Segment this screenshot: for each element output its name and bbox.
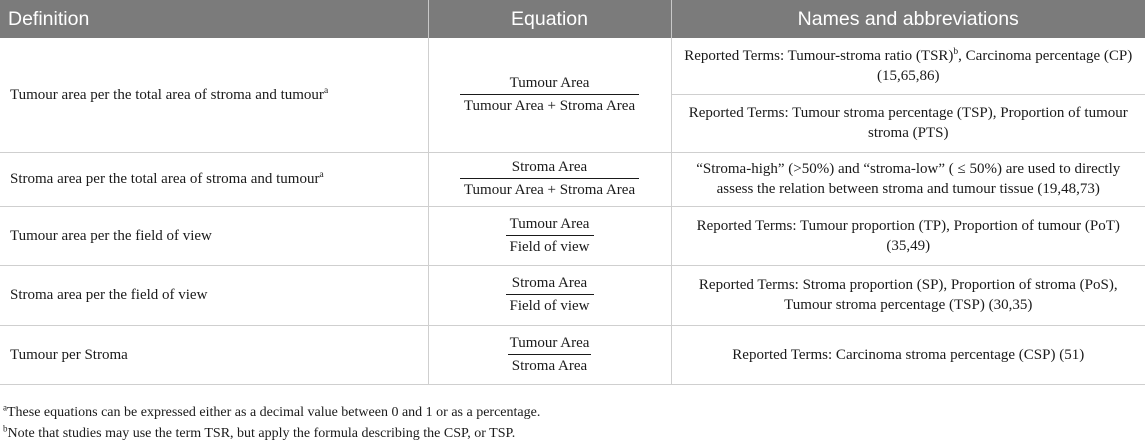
footnote-a-text: These equations can be expressed either as a decimal value between 0 and 1 or as a percentage. — [7, 405, 541, 420]
names-cell — [671, 265, 1145, 325]
names-cell — [671, 94, 1145, 152]
table-row — [0, 38, 1145, 94]
definition-text: Stroma area per the field of view — [10, 287, 208, 303]
equation-denominator: Field of view — [506, 235, 594, 257]
definition-cell — [0, 206, 428, 265]
equation-cell — [428, 152, 671, 206]
equation-denominator: Tumour Area + Stroma Area — [460, 94, 639, 116]
table-footnotes — [0, 402, 1145, 444]
equation-denominator: Stroma Area — [508, 354, 591, 376]
equation-numerator: Tumour Area — [509, 215, 590, 232]
table-row — [0, 325, 1145, 384]
names-text: Reported Terms: Tumour-stroma ratio (TSR) — [684, 47, 954, 64]
equation-fraction — [460, 158, 639, 200]
header-definition: Definition — [0, 0, 428, 38]
definition-cell — [0, 265, 428, 325]
footnote-b-text: Note that studies may use the term TSR, but apply the formula describing the CSP, or TSP. — [7, 426, 516, 441]
names-text-continued: , Carcinoma percentage (CP) (15,65,86) — [877, 47, 1133, 84]
definition-text: Stroma area per the total area of stroma and tumour — [10, 171, 320, 187]
definition-text: Tumour per Stroma — [10, 346, 128, 363]
equation-numerator: Tumour Area — [509, 334, 590, 351]
equation-cell — [428, 325, 671, 384]
table-row — [0, 265, 1145, 325]
names-text: Reported Terms: Carcinoma stroma percentage (CSP) (51) — [732, 346, 1085, 363]
names-cell — [671, 38, 1145, 94]
definition-cell — [0, 325, 428, 384]
table-row — [0, 152, 1145, 206]
equation-denominator: Field of view — [506, 294, 594, 316]
definition-cell — [0, 38, 428, 152]
footnote-b-mark: b — [3, 423, 8, 434]
footnote-mark: b — [953, 46, 959, 57]
footnote-a-mark: a — [3, 402, 7, 413]
header-row — [0, 0, 1145, 38]
names-text: “Stroma-high” (>50%) and “stroma-low” ( ≤ 50%) are used to directly assess the relation between stroma and tumour tissue (19,48,73) — [696, 161, 1121, 197]
definition-text: Tumour area per the total area of stroma and tumour — [10, 86, 324, 103]
equation-cell — [428, 38, 671, 152]
equation-cell — [428, 206, 671, 265]
equation-fraction — [460, 74, 639, 116]
names-cell — [671, 206, 1145, 265]
footnote-a — [3, 402, 1145, 423]
equation-fraction — [506, 334, 594, 376]
footnote-b — [3, 423, 1145, 444]
names-cell — [671, 325, 1145, 384]
names-cell — [671, 152, 1145, 206]
equation-numerator: Stroma Area — [511, 159, 588, 175]
footnote-mark: a — [319, 170, 324, 180]
footnote-mark: a — [323, 85, 329, 96]
table-row — [0, 206, 1145, 265]
definition-cell — [0, 152, 428, 206]
names-text: Reported Terms: Stroma proportion (SP), Proportion of stroma (PoS), Tumour stroma percentage (TSP) (30,35) — [698, 277, 1118, 313]
equation-denominator: Tumour Area + Stroma Area — [460, 178, 639, 200]
equation-numerator: Tumour Area — [509, 74, 590, 91]
definition-text: Tumour area per the field of view — [10, 227, 212, 244]
names-text: Reported Terms: Tumour proportion (TP), Proportion of tumour (PoT) (35,49) — [696, 217, 1120, 254]
header-names: Names and abbreviations — [671, 0, 1145, 38]
equation-fraction — [506, 215, 594, 257]
header-equation: Equation — [428, 0, 671, 38]
equation-fraction — [506, 274, 594, 316]
equation-numerator: Stroma Area — [511, 275, 588, 291]
equation-cell — [428, 265, 671, 325]
names-text: Reported Terms: Tumour stroma percentage (TSP), Proportion of tumour stroma (PTS) — [688, 105, 1128, 141]
